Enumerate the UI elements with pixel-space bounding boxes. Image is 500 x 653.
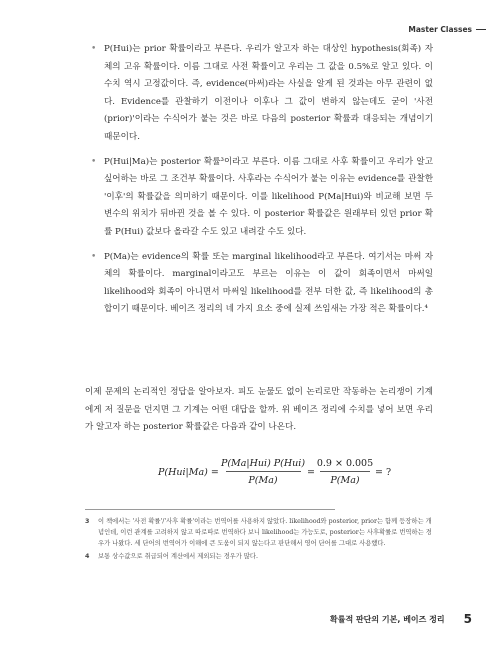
header-rule [476,29,486,30]
formula-numerator-1: P(Ma|Hui) P(Hui) [220,458,306,469]
footnote-3 [85,516,435,549]
footnote-number: 4 [85,553,90,560]
footnote-text: 이 책에서는 '사전 확률'/'사후 확률'이라는 번역어를 사용하지 않았다. likelihood와 posterior, prior는 함께 등장하는 개념인데, 이런 관계를 고려하지 않고 따로따로 번역하다 보니 likelihood는 가능도로, posterior는 사후확률로 번역하는 경우가 나왔다. 세 단어의 번역어가 이해에 큰 도움이 되지 않는다고 판단해서 영어 단어를 그대로 사용했다. [98,518,432,547]
formula-denominator-1: P(Ma) [248,475,278,486]
page-number: 5 [463,612,472,626]
evidence-bullet: • P(Ma)는 evidence의 확률 또는 marginal likelihood라고 부른다. 여기서는 마써 자체의 확률이다. marginal이라고도 부르는 이유는 이 값이 회족이면서 마써일 likelihood와 회족이 아니면서 마써일 likelihood를 전부 더한 값, 즉 likelihood의 총합이기 때문이다. 베이즈 정리의 네 가지 요소 중에 실제 쓰임새는 가장 적은 확률이다.⁴ [103,249,433,319]
footnote-4 [85,551,435,562]
formula-equals: = [307,467,315,478]
formula-lhs: P(Hui|Ma) = [158,467,219,478]
page-footer [330,612,472,626]
bayes-formula [0,453,500,493]
body-paragraph: 이제 문제의 논리적인 정답을 알아보자. 피도 눈물도 없이 논리로만 작동하는 논리쟁이 기계에게 저 질문을 던지면 그 기계는 어떤 대답을 할까. 위 베이즈 정리에 수치를 넣어 보면 우리가 알고자 하는 posterior 확률값은 다음과 같이 나온다. [85,387,433,433]
footnote-text: 보통 상수값으로 취급되어 계산에서 제외되는 경우가 많다. [98,553,258,560]
running-header [408,25,486,34]
formula-denominator-2: P(Ma) [330,475,360,486]
section-title: Master Classes [408,25,472,34]
formula-numerator-2: 0.9 × 0.005 [316,458,374,469]
chapter-title: 확률적 판단의 기본, 베이즈 정리 [329,614,445,624]
posterior-bullet: • P(Hui|Ma)는 posterior 확률³이라고 부른다. 이름 그대로 사후 확률이고 우리가 알고 싶어하는 바로 그 조건부 확률이다. 사후라는 수식어가 붙는 이유는 evidence를 관찰한 '이후'의 확률값을 의미하기 때문이다. 이를 likelihood P(Ma|Hui)와 비교해 보면 두 변수의 위치가 뒤바뀐 것을 볼 수 있다. 이 posterior 확률값은 원래부터 있던 prior 확률 P(Hui) 값보다 올라갈 수도 있고 내려갈 수도 있다. [103,154,433,242]
footnotes [85,516,435,564]
footnote-number: 3 [85,518,90,525]
definition-list [103,41,433,326]
footnote-divider [85,509,335,510]
prior-bullet: • P(Hui)는 prior 확률이라고 부른다. 우리가 알고자 하는 대상인 hypothesis(회족) 자체의 고유 확률이다. 이름 그대로 사전 확률이고 우리는 그 값을 0.5%로 알고 있다. 이 수치 역시 고정값이다. 즉, evidence(마써)라는 사실을 알게 된 것과는 아무 관련이 없다. Evidence를 관찰하기 이전이나 이후나 그 값이 변하지 않는데도 굳이 '사전(prior)'이라는 수식어가 붙는 것은 바로 다음의 posterior 확률과 대응되는 개념이기 때문이다. [103,41,433,147]
formula-result: = ? [375,467,392,478]
